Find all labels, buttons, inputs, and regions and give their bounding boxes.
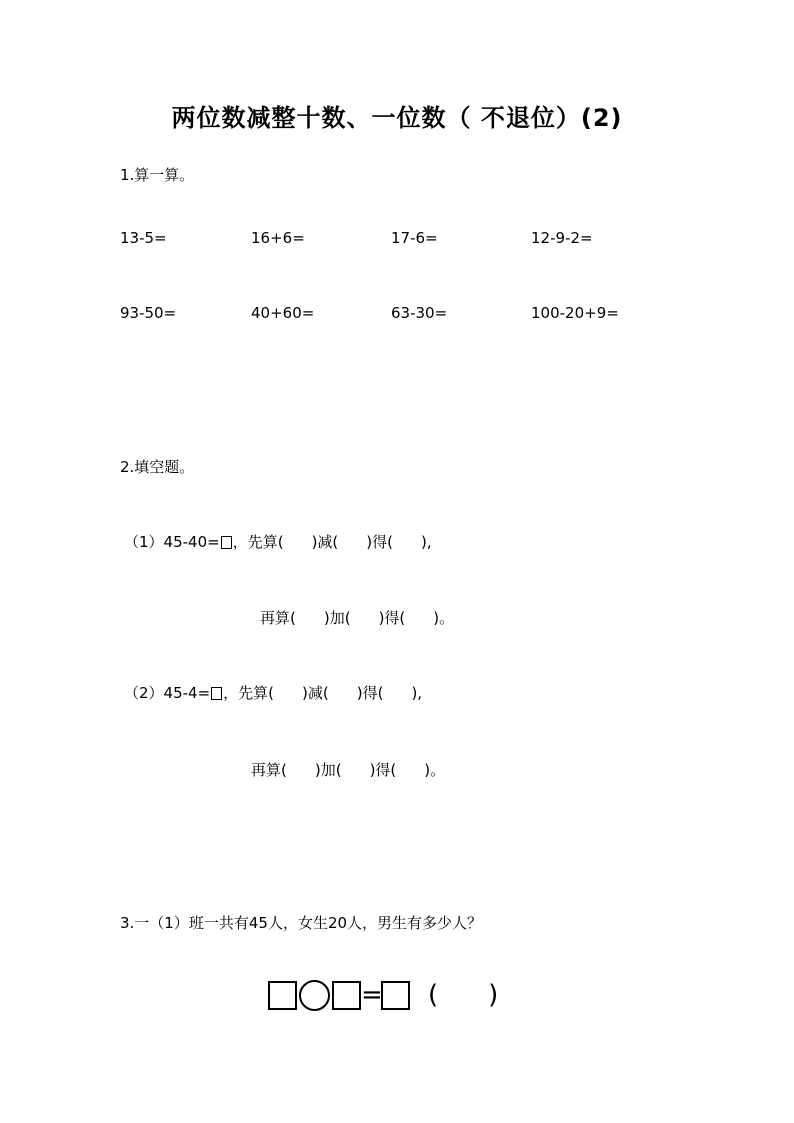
fill-text: 再算( [260,609,296,627]
calc-item: 12-9-2= [531,229,593,247]
section3-question: 3.一（1）班一共有45人，女生20人，男生有多少人？ [120,914,483,932]
calc-item: 40+60= [251,304,315,322]
calc-item: 93-50= [120,304,177,322]
unit-paren-close: ) [488,980,499,1010]
fill-text: )。 [424,761,446,779]
fill-item-1-line1 [124,531,432,552]
answer-box[interactable] [221,536,232,549]
answer-box[interactable] [268,981,297,1010]
fill-text: )得( [378,609,406,627]
answer-box[interactable] [332,981,361,1010]
calc-item: 100-20+9= [531,304,619,322]
section1-heading: 1.算一算。 [120,166,195,184]
section2-heading: 2.填空题。 [120,458,195,476]
fill-item-2-line2 [251,759,445,780]
fill-text: ), [411,684,423,702]
fill-item-1-line2 [260,607,454,628]
fill-text: )得( [369,761,397,779]
fill-item-prefix: （1）45-40= [124,533,220,551]
equals-sign: = [361,980,383,1010]
calc-item: 17-6= [391,229,438,247]
calc-item: 13-5= [120,229,167,247]
answer-box[interactable] [211,687,222,700]
fill-text: ，先算( [232,533,284,551]
fill-item-prefix: （2）45-4= [124,684,211,702]
equation-template [268,978,498,1012]
fill-text: )加( [323,609,351,627]
fill-text: )加( [314,761,342,779]
page-title: 两位数减整十数、一位数（ 不退位）(2) [171,104,623,132]
fill-item-2-line1 [124,682,422,703]
fill-text: ), [421,533,432,551]
fill-text: )得( [366,533,393,551]
fill-text: 再算( [251,761,287,779]
unit-paren-open: ( [428,980,439,1010]
operator-circle[interactable] [299,980,330,1011]
calc-item: 63-30= [391,304,448,322]
calc-item: 16+6= [251,229,305,247]
answer-box[interactable] [381,981,410,1010]
fill-text: )。 [433,609,455,627]
fill-text: )减( [311,533,339,551]
fill-text: )得( [356,684,384,702]
fill-text: ，先算( [223,684,275,702]
fill-text: )减( [302,684,329,702]
